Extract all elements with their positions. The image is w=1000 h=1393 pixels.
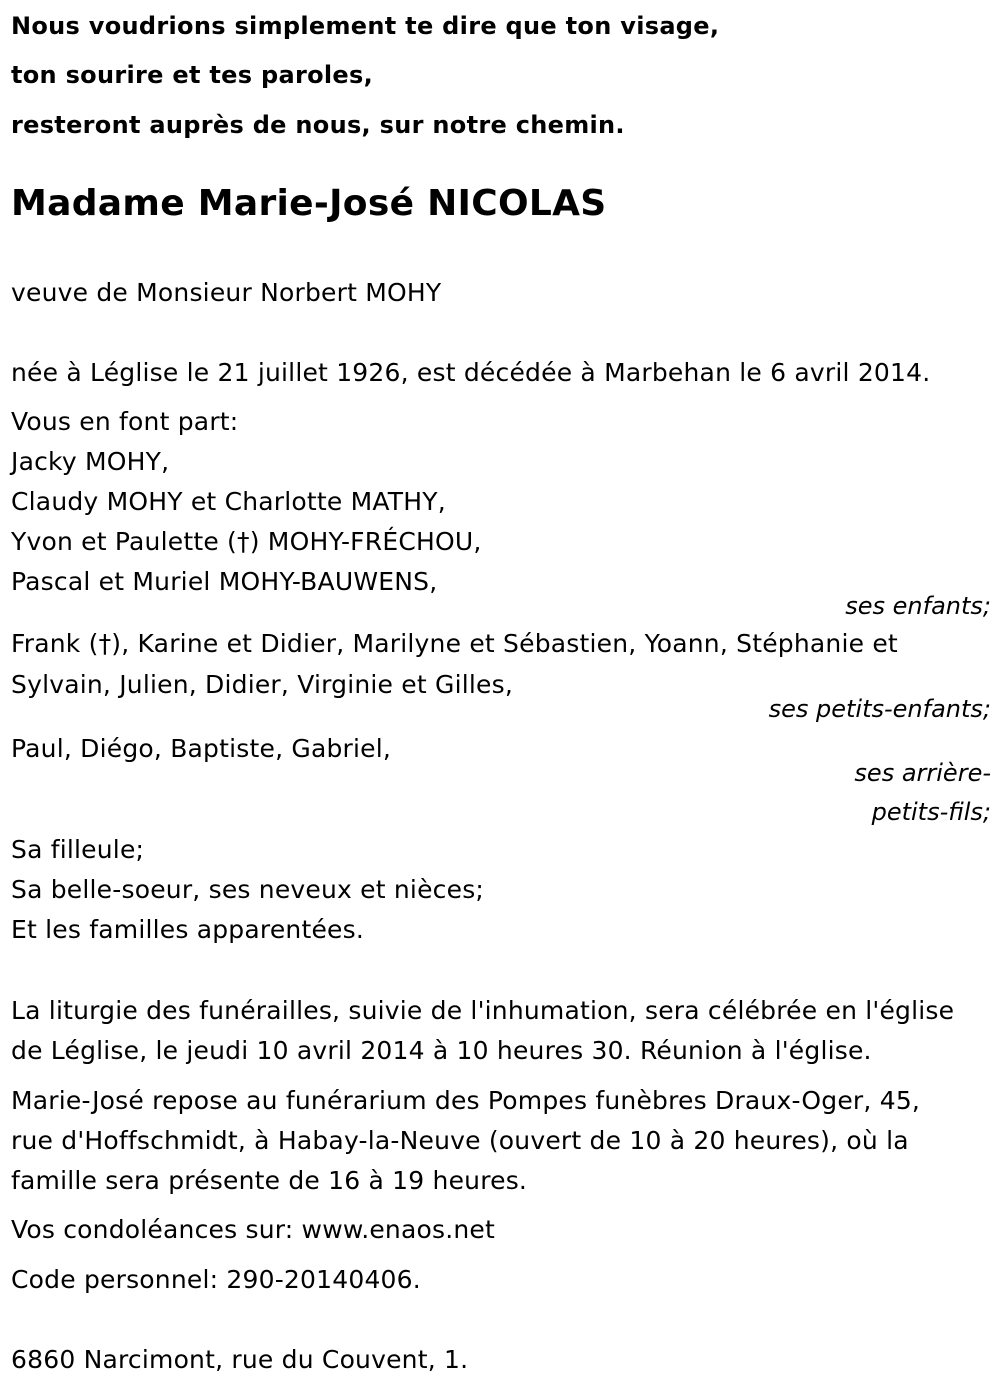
verse-line-3: resteront auprès de nous, sur notre chemin.	[11, 111, 625, 139]
personal-code-line: Code personnel: 290-20140406.	[11, 1265, 421, 1294]
repose-line: famille sera présente de 16 à 19 heures.	[11, 1166, 528, 1195]
repose-line: Marie-José repose au funérarium des Pompes funèbres Draux-Oger, 45,	[11, 1086, 921, 1115]
children-role-label: ses enfants;	[845, 592, 991, 620]
deceased-name: Madame Marie-José NICOLAS	[11, 183, 607, 224]
other-family-line: Sa belle-soeur, ses neveux et nièces;	[11, 875, 485, 904]
grandchildren-role-label: ses petits-enfants;	[768, 695, 991, 723]
condolences-line: Vos condoléances sur: www.enaos.net	[11, 1215, 495, 1244]
child-line: Pascal et Muriel MOHY-BAUWENS,	[11, 567, 438, 596]
liturgy-line: de Léglise, le jeudi 10 avril 2014 à 10 heures 30. Réunion à l'église.	[11, 1036, 872, 1065]
other-family-line: Et les familles apparentées.	[11, 915, 364, 944]
liturgy-line: La liturgie des funérailles, suivie de l'inhumation, sera célébrée en l'église	[11, 996, 955, 1025]
grandchildren-line: Sylvain, Julien, Didier, Virginie et Gilles,	[11, 670, 513, 699]
child-line: Yvon et Paulette (†) MOHY-FRÉCHOU,	[11, 527, 482, 556]
widow-of-line: veuve de Monsieur Norbert MOHY	[11, 278, 442, 307]
great-grandchildren-role-label-2: petits-fils;	[871, 798, 991, 826]
child-line: Claudy MOHY et Charlotte MATHY,	[11, 487, 446, 516]
verse-line-1: Nous voudrions simplement te dire que ton visage,	[11, 12, 720, 40]
grandchildren-line: Frank (†), Karine et Didier, Marilyne et Sébastien, Yoann, Stéphanie et	[11, 629, 898, 658]
great-grandchildren-line: Paul, Diégo, Baptiste, Gabriel,	[11, 734, 392, 763]
repose-line: rue d'Hoffschmidt, à Habay-la-Neuve (ouvert de 10 à 20 heures), où la	[11, 1126, 909, 1155]
verse-line-2: ton sourire et tes paroles,	[11, 61, 373, 89]
other-family-line: Sa filleule;	[11, 835, 145, 864]
child-line: Jacky MOHY,	[11, 447, 170, 476]
great-grandchildren-role-label-1: ses arrière-	[854, 759, 991, 787]
birth-death-line: née à Léglise le 21 juillet 1926, est décédée à Marbehan le 6 avril 2014.	[11, 358, 931, 387]
address-line: 6860 Narcimont, rue du Couvent, 1.	[11, 1345, 469, 1374]
announcement-intro: Vous en font part:	[11, 407, 239, 436]
